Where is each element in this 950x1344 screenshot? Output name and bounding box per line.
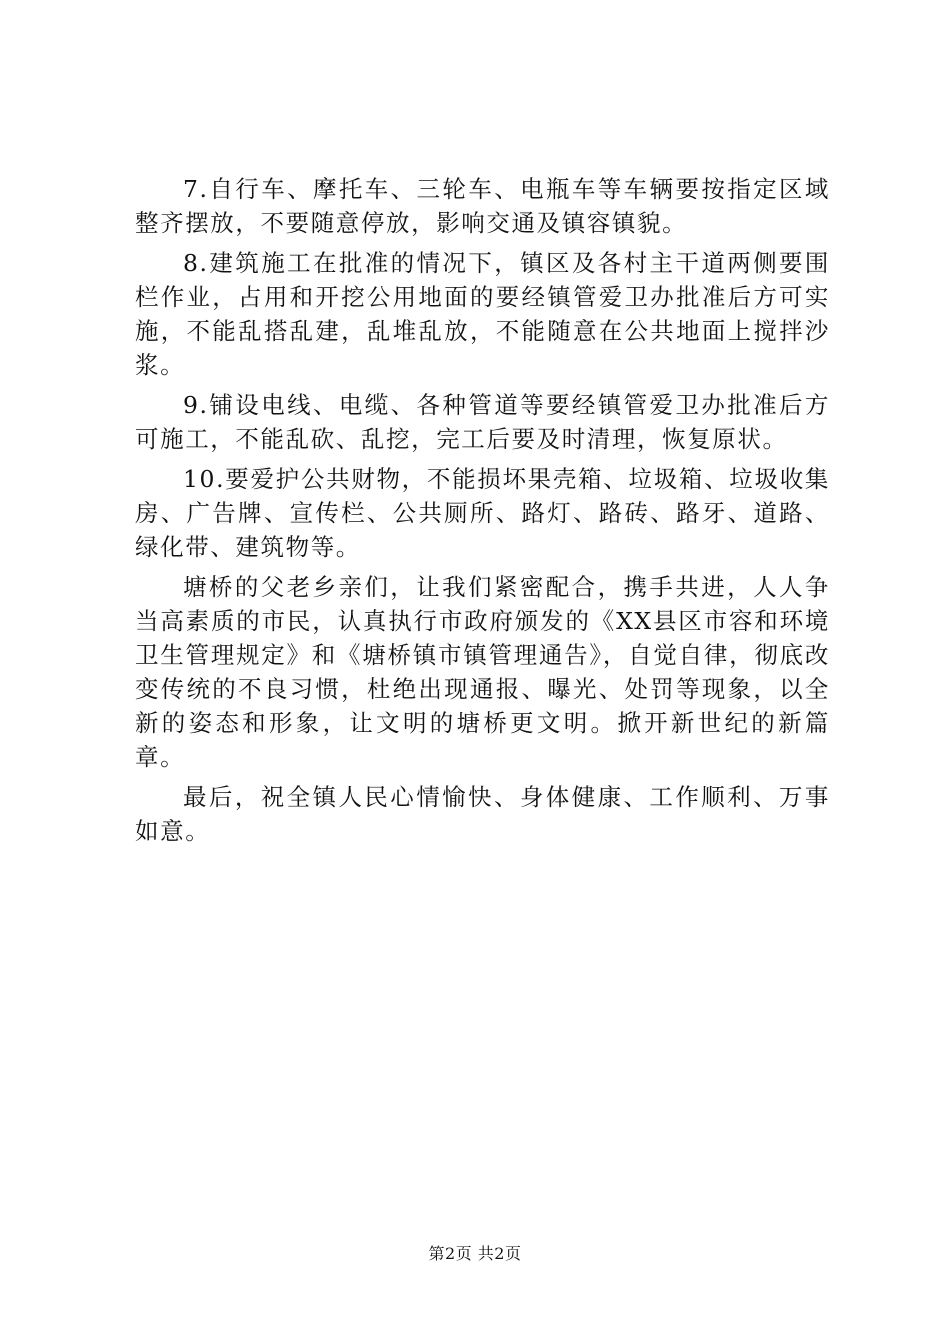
paragraph-item-9: 9.铺设电线、电缆、各种管道等要经镇管爱卫办批准后方可施工，不能乱砍、乱挖，完工后要及时清理，恢复原状。: [135, 391, 830, 453]
paragraph-item-8: 8.建筑施工在批准的情况下，镇区及各村主干道两侧要围栏作业，占用和开挖公用地面的要经镇管爱卫办批准后方可实施，不能乱搭乱建，乱堆乱放，不能随意在公共地面上搅拌沙浆。: [135, 249, 830, 379]
paragraph-item-7: 7.自行车、摩托车、三轮车、电瓶车等车辆要按指定区域整齐摆放，不要随意停放，影响交通及镇容镇貌。: [135, 175, 830, 237]
closing-appeal-paragraph: 塘桥的父老乡亲们，让我们紧密配合，携手共进，人人争当高素质的市民，认真执行市政府颁发的《XX县区市容和环境卫生管理规定》和《塘桥镇市镇管理通告》，自觉自律，彻底改变传统的不良习惯，杜绝出现通报、曝光、处罚等现象，以全新的姿态和形象，让文明的塘桥更文明。掀开新世纪的新篇章。: [135, 573, 830, 771]
paragraph-item-10: 10.要爱护公共财物，不能损坏果壳箱、垃圾箱、垃圾收集房、广告牌、宣传栏、公共厕所、路灯、路砖、路牙、道路、绿化带、建筑物等。: [135, 465, 830, 561]
document-body: [135, 172, 830, 854]
closing-wishes-paragraph: 最后，祝全镇人民心情愉快、身体健康、工作顺利、万事如意。: [135, 783, 830, 845]
page-number-footer: 第2页 共2页: [428, 1244, 522, 1263]
